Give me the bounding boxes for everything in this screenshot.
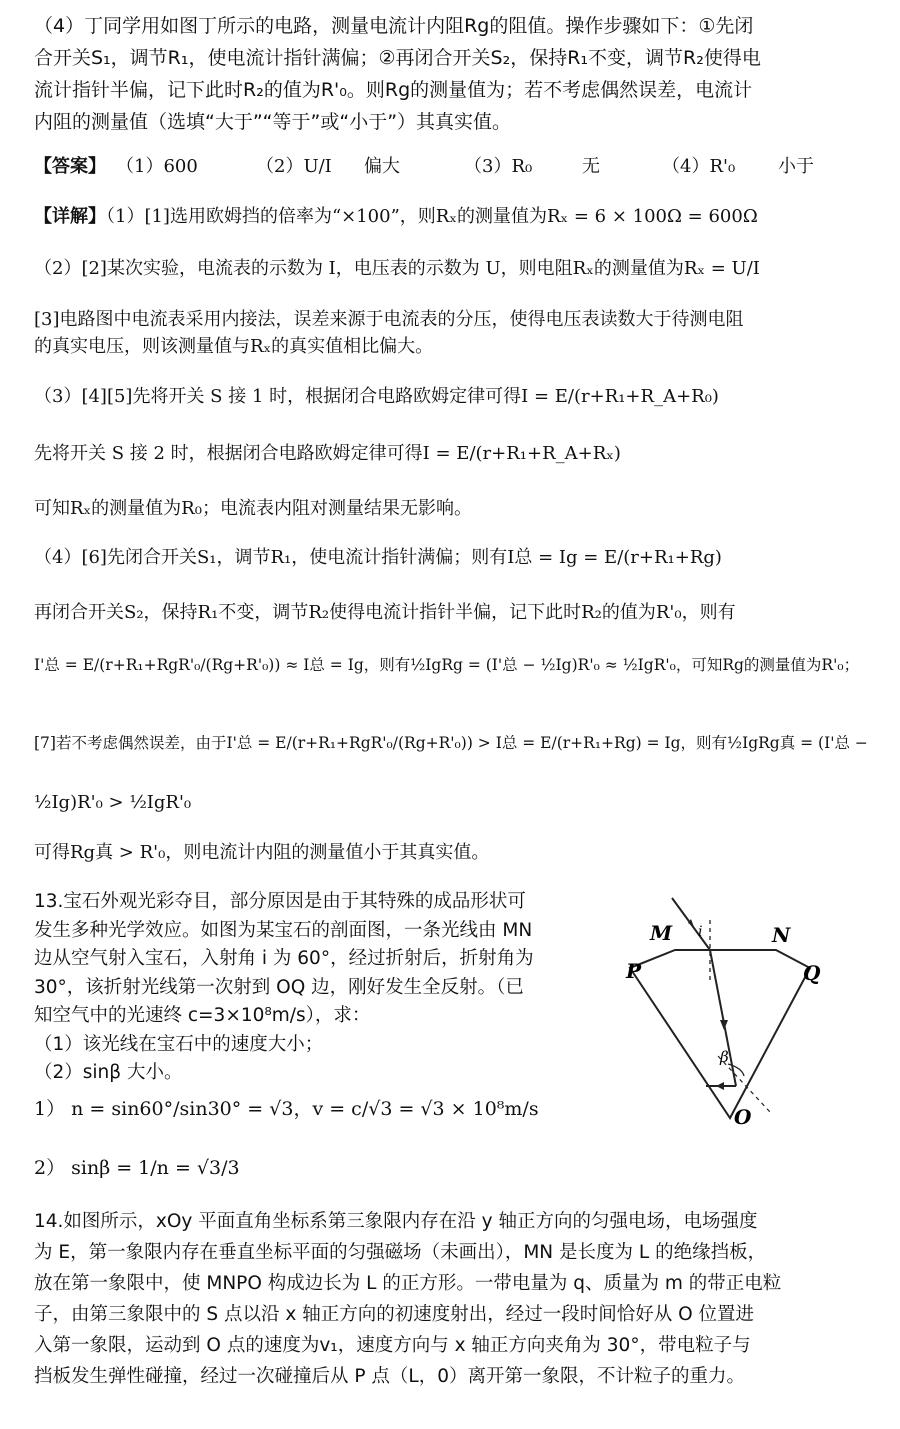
reflected-arrow (716, 1082, 724, 1090)
explanation-line-1: 【详解】（1）[1]选用欧姆挡的倍率为“×100”，则Rₓ的测量值为Rₓ = 6 × 100Ω = 600Ω (34, 206, 758, 227)
q14-line-1: 14.如图所示，xOy 平面直角坐标系第三象限内存在沿 y 轴正方向的匀强电场，电场强度 (34, 1211, 758, 1232)
q13-answer-2: 2） sinβ = 1/n = √3/3 (34, 1157, 240, 1179)
q13-line-7: （2）sinβ 大小。 (34, 1062, 183, 1083)
label-N: N (772, 923, 791, 947)
part4-line-3: 流计指针半偏，记下此时R₂的值为R'₀。则Rg的测量值为；若不考虑偶然误差，电流计 (34, 79, 753, 101)
label-M: M (650, 921, 673, 945)
answer-item-2: （2）U/I (256, 156, 332, 177)
answer-item-5: 无 (582, 156, 600, 177)
q14-line-4: 子，由第三象限中的 S 点以沿 x 轴正方向的初速度射出，经过一段时间恰好从 O 位置进 (34, 1304, 755, 1325)
q13-line-6: （1）该光线在宝石中的速度大小； (34, 1033, 324, 1055)
q14-line-5: 入第一象限，运动到 O 点的速度为v₁，速度方向与 x 轴正方向夹角为 30°，带电粒子与 (34, 1335, 751, 1356)
answer-row (34, 152, 864, 180)
answer-item-6: （4）R'₀ (662, 156, 736, 177)
explanation-line-4: 的真实电压，则该测量值与Rₓ的真实值相比偏大。 (34, 336, 434, 357)
part4-line-4: 内阻的测量值（选填“大于”“等于”或“小于”）其真实值。 (34, 111, 512, 133)
gemstone-figure (620, 880, 870, 1130)
label-P: P (626, 959, 642, 983)
q14-line-3: 放在第一象限中，使 MNPO 构成边长为 L 的正方形。一带电量为 q、质量为 m 的带正电粒 (34, 1273, 782, 1294)
part4-question (34, 10, 864, 138)
explanation-line-13: 可得Rg真 > R'₀，则电流计内阻的测量值小于其真实值。 (34, 842, 490, 863)
gem-outline (630, 950, 810, 1118)
q13-line-5: 知空气中的光速终 c=3×10⁸m/s），求： (34, 1005, 371, 1026)
q14-text (34, 1206, 864, 1392)
explanation-line-3: [3]电路图中电流表采用内接法，误差来源于电流表的分压，使得电压表读数大于待测电阻 (34, 309, 744, 330)
answer-item-4: （3）R₀ (464, 156, 533, 177)
explanation-line-7: 可知Rₓ的测量值为R₀；电流表内阻对测量结果无影响。 (34, 498, 472, 519)
answer-label: 【答案】 (34, 156, 106, 177)
part4-line-1: （4）丁同学用如图丁所示的电路，测量电流计内阻Rg的阻值。操作步骤如下：①先闭 (34, 15, 754, 37)
explanation-line-2: （2）[2]某次实验，电流表的示数为 I，电压表的示数为 U，则电阻Rₓ的测量值为Rₓ = U/I (34, 258, 760, 279)
explanation-line-10: I'总 = E/(r+R₁+RgR'₀/(Rg+R'₀)) ≈ I总 = Ig，则有½IgRg = (I'总 − ½Ig)R'₀ ≈ ½IgR'₀，可知Rg的测量值为R'₀； (34, 656, 860, 674)
answer-item-1: （1）600 (116, 156, 198, 177)
q14-line-2: 为 E，第一象限内存在垂直坐标平面的匀强磁场（未画出），MN 是长度为 L 的绝缘挡板， (34, 1242, 767, 1263)
q13-answer-1: 1） n = sin60°/sin30° = √3，v = c/√3 = √3 × 10⁸m/s (34, 1098, 539, 1120)
q13-text (34, 888, 609, 1088)
explanation-line-6: 先将开关 S 接 2 时，根据闭合电路欧姆定律可得I = E/(r+R₁+R_A+Rₓ) (34, 443, 621, 464)
explanation-line-5: （3）[4][5]先将开关 S 接 1 时，根据闭合电路欧姆定律可得I = E/(r+R₁+R_A+R₀) (34, 386, 719, 407)
label-beta: β (720, 1048, 729, 1066)
q13-line-3: 边从空气射入宝石，入射角 i 为 60°，经过折射后，折射角为 (34, 948, 534, 969)
refracted-arrow (720, 1020, 728, 1030)
label-Q: Q (803, 961, 821, 985)
explanation-label: 【详解】 (34, 206, 106, 227)
part4-line-2: 合开关S₁，调节R₁，使电流计指针满偏；②再闭合开关S₂，保持R₁不变，调节R₂使得电 (34, 47, 761, 69)
q14-line-6: 挡板发生弹性碰撞，经过一次碰撞后从 P 点（L，0）离开第一象限，不计粒子的重力。 (34, 1366, 745, 1387)
explanation-line-12: ½Ig)R'₀ > ½IgR'₀ (34, 792, 192, 813)
label-i: i (698, 924, 703, 940)
q13-line-4: 30°，该折射光线第一次射到 OQ 边，刚好发生全反射。（已 (34, 976, 524, 998)
answer-item-3: 偏大 (364, 156, 400, 177)
q13-line-1: 13.宝石外观光彩夺目，部分原因是由于其特殊的成品形状可 (34, 891, 526, 912)
explanation-line-11: [7]若不考虑偶然误差，由于I'总 = E/(r+R₁+RgR'₀/(Rg+R'₀)) > I总 = E/(r+R₁+Rg) = Ig，则有½IgRg真 = (I'总 − (34, 734, 868, 752)
label-O: O (734, 1105, 752, 1129)
explanation-line-8: （4）[6]先闭合开关S₁，调节R₁，使电流计指针满偏；则有I总 = Ig = E/(r+R₁+Rg) (34, 547, 722, 568)
explanation-line-9: 再闭合开关S₂，保持R₁不变，调节R₂使得电流计指针半偏，记下此时R₂的值为R'₀，则有 (34, 602, 736, 623)
q13-line-2: 发生多种光学效应。如图为某宝石的剖面图，一条光线由 MN (34, 919, 533, 941)
answer-item-7: 小于 (778, 156, 814, 177)
